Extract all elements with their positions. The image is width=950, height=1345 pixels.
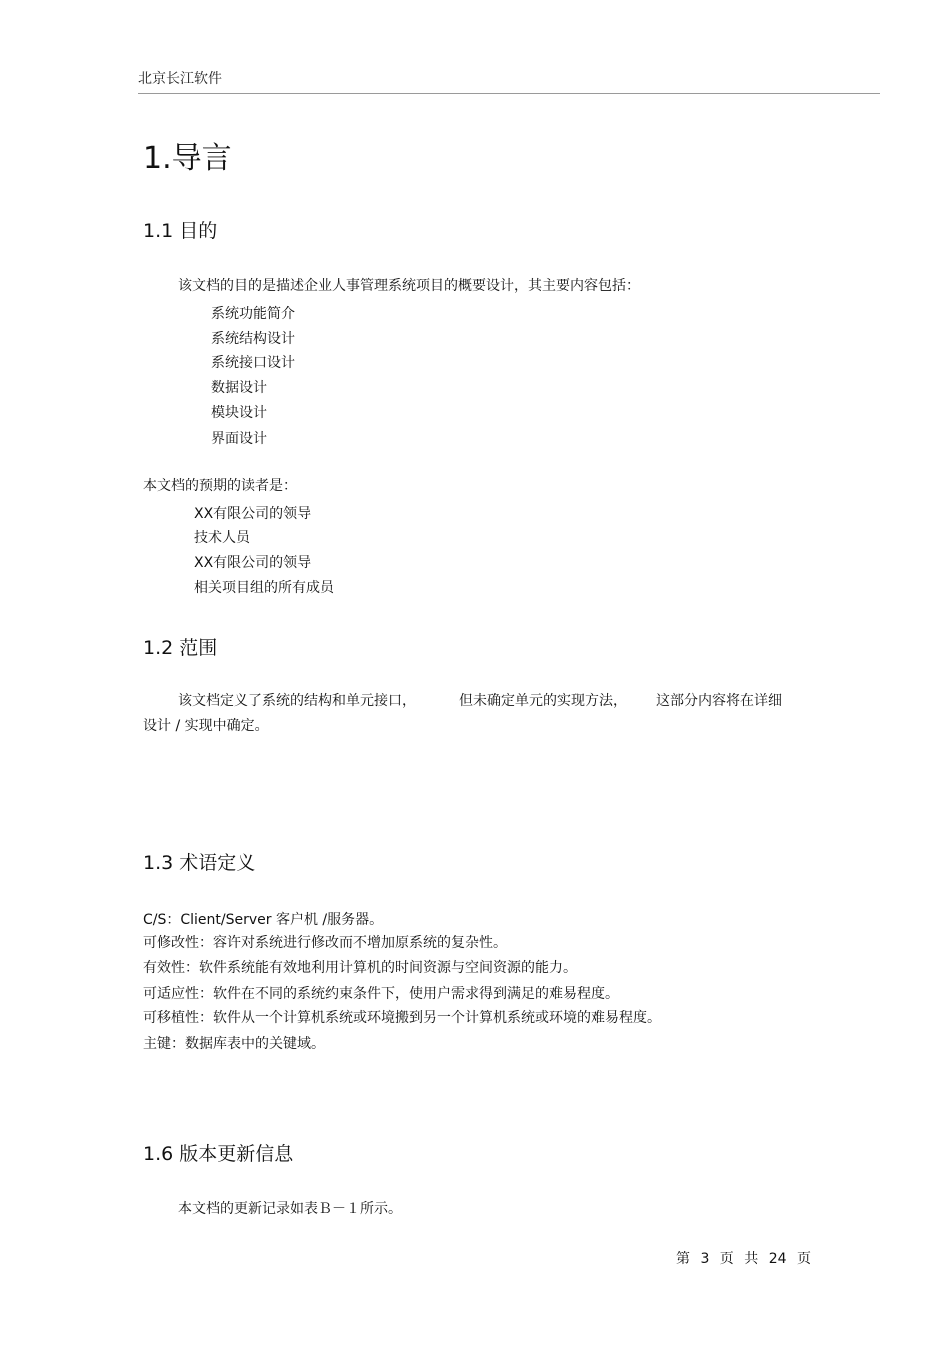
purpose-intro: 该文档的目的是描述企业人事管理系统项目的概要设计，其主要内容包括： bbox=[178, 278, 640, 294]
list-item: 系统结构设计 bbox=[211, 331, 295, 347]
term-definition: 可修改性：容许对系统进行修改而不增加原系统的复杂性。 bbox=[143, 935, 507, 951]
reader-item: XX有限公司的领导 bbox=[194, 506, 312, 522]
section-title-introduction: 1.导言 bbox=[143, 141, 232, 176]
scope-text-part-2: 但未确定单元的实现方法， bbox=[459, 693, 627, 709]
list-item: 系统接口设计 bbox=[211, 355, 295, 371]
scope-text-part-1: 该文档定义了系统的结构和单元接口， bbox=[178, 693, 416, 709]
term-definition: 可移植性：软件从一个计算机系统或环境搬到另一个计算机系统或环境的难易程度。 bbox=[143, 1010, 661, 1026]
subsection-title-version-history: 1.6 版本更新信息 bbox=[143, 1143, 294, 1165]
subsection-title-scope: 1.2 范围 bbox=[143, 637, 218, 659]
subsection-title-terms: 1.3 术语定义 bbox=[143, 852, 256, 874]
list-item: 数据设计 bbox=[211, 380, 267, 396]
list-item: 系统功能简介 bbox=[211, 306, 295, 322]
list-item: 界面设计 bbox=[211, 431, 267, 447]
header-divider bbox=[138, 93, 880, 94]
term-definition: 有效性：软件系统能有效地利用计算机的时间资源与空间资源的能力。 bbox=[143, 960, 577, 976]
term-definition: 可适应性：软件在不同的系统约束条件下，使用户需求得到满足的难易程度。 bbox=[143, 986, 619, 1002]
scope-text-part-4: 设计 / 实现中确定。 bbox=[143, 718, 269, 734]
version-history-text: 本文档的更新记录如表Ｂ－１所示。 bbox=[178, 1201, 402, 1217]
reader-item: 技术人员 bbox=[194, 530, 250, 546]
page-number: 第 3 页 共 24 页 bbox=[676, 1251, 811, 1267]
scope-text-part-3: 这部分内容将在详细 bbox=[656, 693, 782, 709]
readers-intro: 本文档的预期的读者是： bbox=[143, 478, 297, 494]
subsection-title-purpose: 1.1 目的 bbox=[143, 220, 218, 242]
reader-item: 相关项目组的所有成员 bbox=[194, 580, 334, 596]
list-item: 模块设计 bbox=[211, 405, 267, 421]
term-definition: C/S：Client/Server 客户机 /服务器。 bbox=[143, 912, 384, 928]
reader-item: XX有限公司的领导 bbox=[194, 555, 312, 571]
page-header-company: 北京长江软件 bbox=[138, 71, 222, 87]
term-definition: 主键：数据库表中的关键域。 bbox=[143, 1036, 325, 1052]
